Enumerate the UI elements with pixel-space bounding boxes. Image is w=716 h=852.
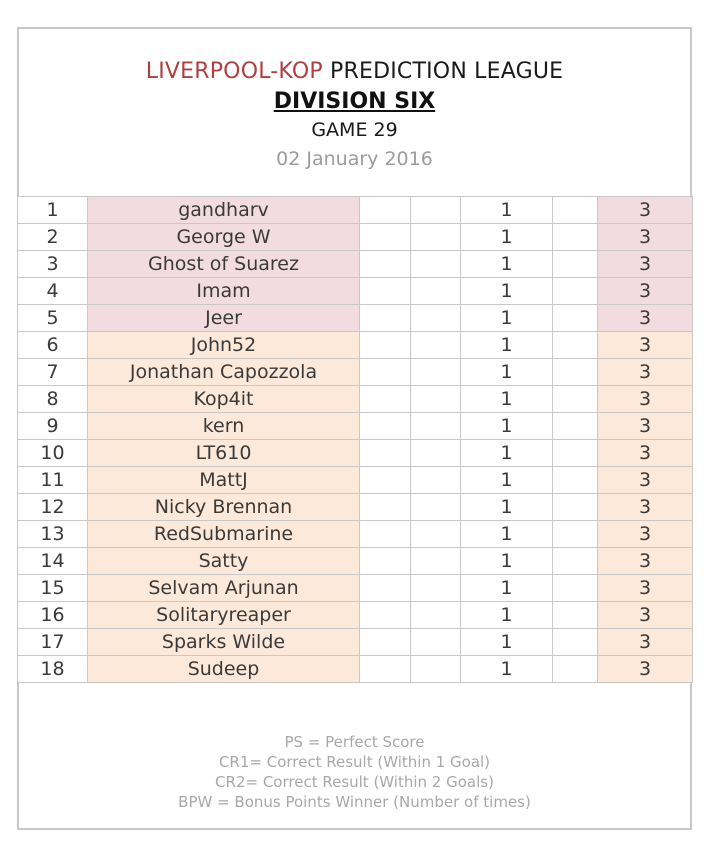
table-row bbox=[18, 467, 693, 494]
division-title: DIVISION SIX bbox=[273, 89, 436, 114]
points-cell: 3 bbox=[598, 629, 693, 656]
perfect-score-cell: 1 bbox=[461, 602, 553, 629]
table-row bbox=[18, 278, 693, 305]
points-cell: 3 bbox=[598, 521, 693, 548]
empty-cell bbox=[411, 305, 461, 332]
game-number: GAME 29 bbox=[311, 119, 398, 141]
points-cell: 3 bbox=[598, 278, 693, 305]
empty-cell bbox=[553, 575, 598, 602]
empty-cell bbox=[360, 332, 411, 359]
position-cell: 8 bbox=[18, 386, 88, 413]
empty-cell bbox=[360, 575, 411, 602]
table-row bbox=[18, 548, 693, 575]
player-name-cell: Ghost of Suarez bbox=[88, 251, 360, 278]
perfect-score-cell: 1 bbox=[461, 440, 553, 467]
legend-item: PS = Perfect Score bbox=[284, 733, 425, 751]
points-cell: 3 bbox=[598, 332, 693, 359]
points-cell: 3 bbox=[598, 602, 693, 629]
table-row bbox=[18, 575, 693, 602]
legend bbox=[17, 732, 692, 812]
player-name-cell: Kop4it bbox=[88, 386, 360, 413]
empty-cell bbox=[411, 413, 461, 440]
empty-cell bbox=[553, 521, 598, 548]
empty-cell bbox=[360, 548, 411, 575]
player-name-cell: Nicky Brennan bbox=[88, 494, 360, 521]
position-cell: 18 bbox=[18, 656, 88, 683]
empty-cell bbox=[411, 278, 461, 305]
player-name-cell: Sparks Wilde bbox=[88, 629, 360, 656]
perfect-score-cell: 1 bbox=[461, 305, 553, 332]
player-name-cell: RedSubmarine bbox=[88, 521, 360, 548]
player-name-cell: LT610 bbox=[88, 440, 360, 467]
empty-cell bbox=[411, 548, 461, 575]
table-row bbox=[18, 305, 693, 332]
points-cell: 3 bbox=[598, 575, 693, 602]
empty-cell bbox=[360, 602, 411, 629]
points-cell: 3 bbox=[598, 413, 693, 440]
table-row bbox=[18, 251, 693, 278]
points-cell: 3 bbox=[598, 386, 693, 413]
player-name-cell: gandharv bbox=[88, 197, 360, 224]
empty-cell bbox=[553, 332, 598, 359]
league-title bbox=[19, 59, 690, 84]
game-date: 02 January 2016 bbox=[276, 148, 433, 170]
empty-cell bbox=[360, 359, 411, 386]
points-cell: 3 bbox=[598, 467, 693, 494]
empty-cell bbox=[553, 602, 598, 629]
empty-cell bbox=[411, 494, 461, 521]
empty-cell bbox=[360, 656, 411, 683]
perfect-score-cell: 1 bbox=[461, 494, 553, 521]
table-row bbox=[18, 197, 693, 224]
position-cell: 2 bbox=[18, 224, 88, 251]
table-row bbox=[18, 656, 693, 683]
empty-cell bbox=[553, 656, 598, 683]
table-row bbox=[18, 602, 693, 629]
player-name-cell: Jonathan Capozzola bbox=[88, 359, 360, 386]
player-name-cell: Imam bbox=[88, 278, 360, 305]
empty-cell bbox=[553, 386, 598, 413]
empty-cell bbox=[553, 197, 598, 224]
player-name-cell: Satty bbox=[88, 548, 360, 575]
table-row bbox=[18, 413, 693, 440]
empty-cell bbox=[360, 521, 411, 548]
standings-table bbox=[17, 196, 693, 683]
empty-cell bbox=[411, 224, 461, 251]
points-cell: 3 bbox=[598, 197, 693, 224]
position-cell: 15 bbox=[18, 575, 88, 602]
table-row bbox=[18, 359, 693, 386]
table-row bbox=[18, 386, 693, 413]
perfect-score-cell: 1 bbox=[461, 656, 553, 683]
position-cell: 7 bbox=[18, 359, 88, 386]
empty-cell bbox=[411, 467, 461, 494]
perfect-score-cell: 1 bbox=[461, 548, 553, 575]
player-name-cell: kern bbox=[88, 413, 360, 440]
player-name-cell: Solitaryreaper bbox=[88, 602, 360, 629]
empty-cell bbox=[553, 629, 598, 656]
points-cell: 3 bbox=[598, 548, 693, 575]
points-cell: 3 bbox=[598, 224, 693, 251]
player-name-cell: MattJ bbox=[88, 467, 360, 494]
table-row bbox=[18, 224, 693, 251]
position-cell: 1 bbox=[18, 197, 88, 224]
empty-cell bbox=[360, 197, 411, 224]
position-cell: 5 bbox=[18, 305, 88, 332]
player-name-cell: George W bbox=[88, 224, 360, 251]
position-cell: 16 bbox=[18, 602, 88, 629]
perfect-score-cell: 1 bbox=[461, 575, 553, 602]
table-row bbox=[18, 521, 693, 548]
perfect-score-cell: 1 bbox=[461, 413, 553, 440]
position-cell: 12 bbox=[18, 494, 88, 521]
empty-cell bbox=[553, 467, 598, 494]
empty-cell bbox=[360, 494, 411, 521]
empty-cell bbox=[411, 197, 461, 224]
empty-cell bbox=[553, 359, 598, 386]
perfect-score-cell: 1 bbox=[461, 251, 553, 278]
player-name-cell: Sudeep bbox=[88, 656, 360, 683]
league-title-brand: LIVERPOOL-KOP bbox=[145, 59, 323, 84]
position-cell: 13 bbox=[18, 521, 88, 548]
points-cell: 3 bbox=[598, 656, 693, 683]
empty-cell bbox=[553, 305, 598, 332]
player-name-cell: Jeer bbox=[88, 305, 360, 332]
empty-cell bbox=[411, 440, 461, 467]
empty-cell bbox=[553, 548, 598, 575]
empty-cell bbox=[411, 656, 461, 683]
perfect-score-cell: 1 bbox=[461, 359, 553, 386]
empty-cell bbox=[411, 386, 461, 413]
empty-cell bbox=[360, 305, 411, 332]
empty-cell bbox=[360, 251, 411, 278]
position-cell: 3 bbox=[18, 251, 88, 278]
perfect-score-cell: 1 bbox=[461, 224, 553, 251]
empty-cell bbox=[411, 575, 461, 602]
empty-cell bbox=[360, 278, 411, 305]
empty-cell bbox=[360, 440, 411, 467]
player-name-cell: Selvam Arjunan bbox=[88, 575, 360, 602]
position-cell: 4 bbox=[18, 278, 88, 305]
empty-cell bbox=[360, 224, 411, 251]
empty-cell bbox=[360, 467, 411, 494]
empty-cell bbox=[411, 251, 461, 278]
position-cell: 17 bbox=[18, 629, 88, 656]
points-cell: 3 bbox=[598, 359, 693, 386]
perfect-score-cell: 1 bbox=[461, 332, 553, 359]
position-cell: 11 bbox=[18, 467, 88, 494]
table-row bbox=[18, 440, 693, 467]
empty-cell bbox=[360, 629, 411, 656]
empty-cell bbox=[411, 602, 461, 629]
points-cell: 3 bbox=[598, 251, 693, 278]
table-row bbox=[18, 332, 693, 359]
empty-cell bbox=[553, 251, 598, 278]
position-cell: 6 bbox=[18, 332, 88, 359]
empty-cell bbox=[411, 629, 461, 656]
empty-cell bbox=[553, 494, 598, 521]
empty-cell bbox=[411, 332, 461, 359]
position-cell: 14 bbox=[18, 548, 88, 575]
points-cell: 3 bbox=[598, 440, 693, 467]
perfect-score-cell: 1 bbox=[461, 278, 553, 305]
position-cell: 9 bbox=[18, 413, 88, 440]
position-cell: 10 bbox=[18, 440, 88, 467]
legend-item: CR1= Correct Result (Within 1 Goal) bbox=[218, 753, 491, 771]
table-row bbox=[18, 629, 693, 656]
legend-item: CR2= Correct Result (Within 2 Goals) bbox=[215, 773, 494, 791]
empty-cell bbox=[360, 386, 411, 413]
empty-cell bbox=[553, 413, 598, 440]
empty-cell bbox=[553, 440, 598, 467]
league-title-text: PREDICTION LEAGUE bbox=[322, 59, 564, 84]
empty-cell bbox=[411, 359, 461, 386]
table-row bbox=[18, 494, 693, 521]
perfect-score-cell: 1 bbox=[461, 386, 553, 413]
league-header bbox=[19, 29, 690, 197]
player-name-cell: John52 bbox=[88, 332, 360, 359]
empty-cell bbox=[411, 521, 461, 548]
standings-body bbox=[18, 197, 693, 683]
empty-cell bbox=[553, 278, 598, 305]
legend-item: BPW = Bonus Points Winner (Number of times) bbox=[178, 793, 531, 811]
perfect-score-cell: 1 bbox=[461, 197, 553, 224]
perfect-score-cell: 1 bbox=[461, 629, 553, 656]
empty-cell bbox=[360, 413, 411, 440]
points-cell: 3 bbox=[598, 305, 693, 332]
perfect-score-cell: 1 bbox=[461, 521, 553, 548]
perfect-score-cell: 1 bbox=[461, 467, 553, 494]
points-cell: 3 bbox=[598, 494, 693, 521]
empty-cell bbox=[553, 224, 598, 251]
